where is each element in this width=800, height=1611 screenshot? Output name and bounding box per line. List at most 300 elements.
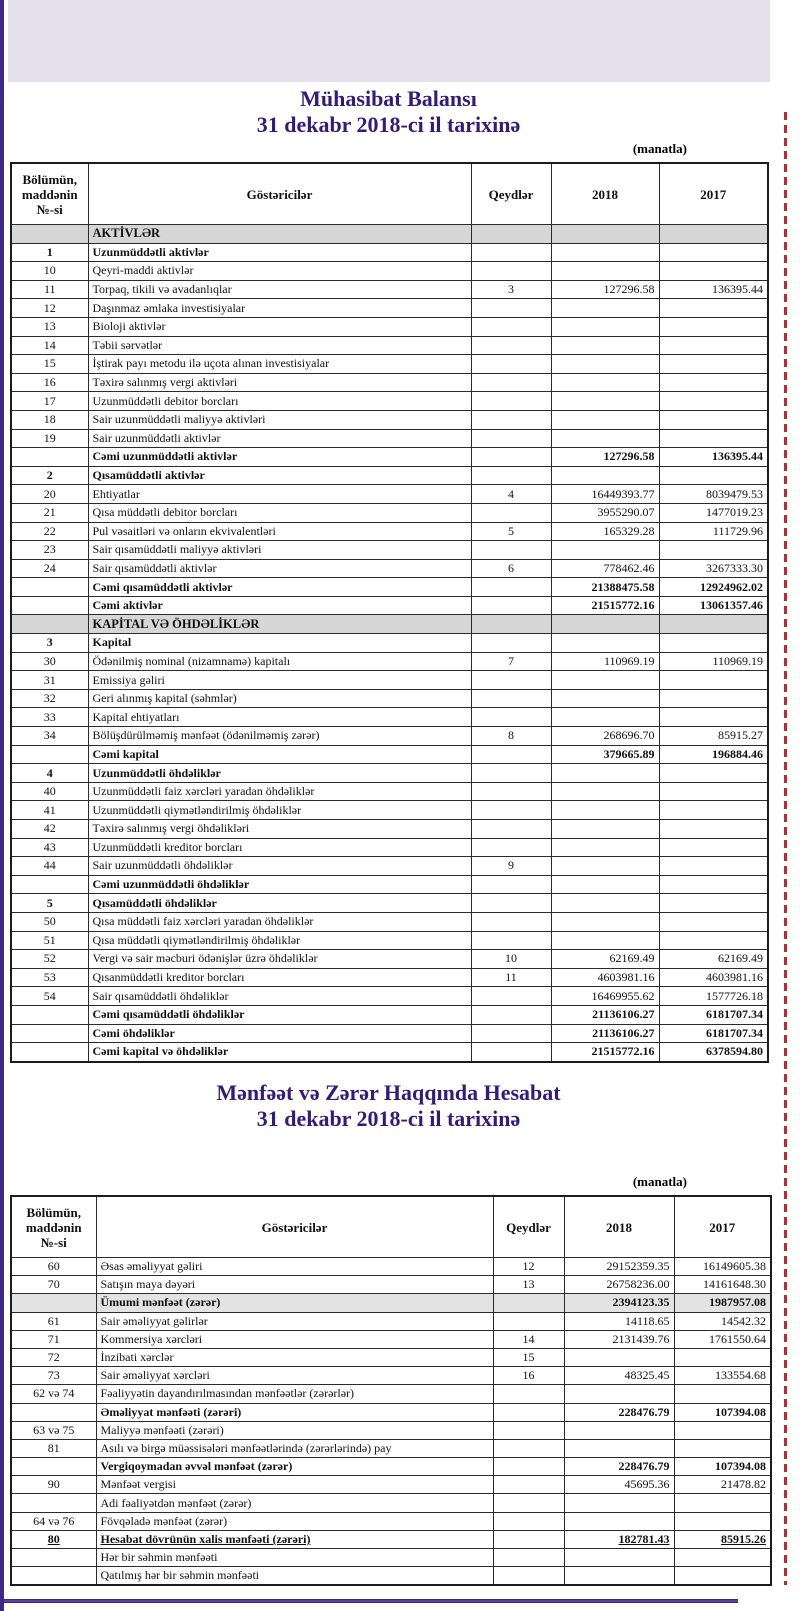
table-row	[11, 820, 768, 839]
row-note	[471, 745, 551, 764]
row-section-no: 52	[11, 950, 88, 969]
row-value-2018: 182781.43	[564, 1530, 674, 1548]
table-row	[11, 1043, 768, 1062]
table-row	[11, 522, 768, 541]
table-row	[11, 615, 768, 634]
row-section-no: 62 və 74	[11, 1385, 96, 1403]
row-value-2017: 6181707.34	[659, 1024, 768, 1043]
row-value-2018: 26758236.00	[564, 1276, 674, 1294]
row-value-2018	[564, 1421, 674, 1439]
table-row	[11, 1312, 771, 1330]
row-value-2017	[659, 373, 768, 392]
column-header-2017: 2017	[659, 163, 768, 225]
table-row	[11, 987, 768, 1006]
row-note	[471, 782, 551, 801]
row-note	[493, 1385, 564, 1403]
row-value-2017	[659, 820, 768, 839]
row-note	[471, 801, 551, 820]
row-value-2017: 110969.19	[659, 652, 768, 671]
row-indicator-label: Adi fəaliyətdən mənfəət (zərər)	[96, 1494, 493, 1512]
row-indicator-label: AKTİVLƏR	[88, 225, 471, 244]
row-note	[471, 225, 551, 244]
row-value-2017	[659, 317, 768, 336]
row-note	[493, 1403, 564, 1421]
table-row	[11, 280, 768, 299]
row-value-2018	[551, 336, 659, 355]
row-value-2017	[659, 689, 768, 708]
row-value-2017: 1477019.23	[659, 503, 768, 522]
row-section-no: 2	[11, 466, 88, 485]
row-value-2017: 12924962.02	[659, 578, 768, 597]
row-value-2018	[551, 931, 659, 950]
row-value-2018	[564, 1439, 674, 1457]
row-section-no	[11, 1043, 88, 1062]
row-value-2018: 21515772.16	[551, 1043, 659, 1062]
row-value-2018	[551, 317, 659, 336]
row-section-no: 16	[11, 373, 88, 392]
row-section-no	[11, 225, 88, 244]
row-value-2018: 3955290.07	[551, 503, 659, 522]
row-note	[471, 317, 551, 336]
row-indicator-label: Kapital	[88, 634, 471, 653]
row-indicator-label: Emissiya gəliri	[88, 671, 471, 690]
row-section-no: 3	[11, 634, 88, 653]
row-value-2017	[659, 466, 768, 485]
row-value-2017: 133554.68	[674, 1367, 771, 1385]
row-value-2018	[551, 838, 659, 857]
row-section-no: 13	[11, 317, 88, 336]
column-header-notes: Qeydlər	[493, 1196, 564, 1258]
row-section-no: 5	[11, 894, 88, 913]
row-note	[471, 1024, 551, 1043]
row-value-2017: 136395.44	[659, 448, 768, 467]
row-note	[471, 671, 551, 690]
row-section-no: 32	[11, 689, 88, 708]
table-row	[11, 299, 768, 318]
table-row	[11, 857, 768, 876]
row-value-2017	[659, 410, 768, 429]
row-section-no	[11, 1024, 88, 1043]
row-value-2018	[551, 410, 659, 429]
balance-sheet-header-row	[11, 163, 768, 225]
row-note	[493, 1312, 564, 1330]
row-indicator-label: Təxirə salınmış vergi öhdəlikləri	[88, 820, 471, 839]
table-row	[11, 1530, 771, 1548]
row-section-no	[11, 1549, 96, 1567]
table-row	[11, 968, 768, 987]
row-section-no	[11, 1005, 88, 1024]
row-section-no: 33	[11, 708, 88, 727]
row-value-2017	[659, 708, 768, 727]
row-indicator-label: Fövqəladə mənfəət (zərər)	[96, 1512, 493, 1530]
row-note: 10	[471, 950, 551, 969]
row-value-2018	[564, 1348, 674, 1366]
row-value-2018: 268696.70	[551, 727, 659, 746]
row-value-2017: 62169.49	[659, 950, 768, 969]
row-indicator-label: Cəmi kapital və öhdəliklər	[88, 1043, 471, 1062]
row-section-no: 14	[11, 336, 88, 355]
row-value-2017	[674, 1549, 771, 1567]
row-note	[471, 373, 551, 392]
row-value-2018	[551, 689, 659, 708]
row-value-2018: 165329.28	[551, 522, 659, 541]
row-indicator-label: Sair qısamüddətli maliyyə aktivləri	[88, 541, 471, 560]
row-value-2017: 16149605.38	[674, 1258, 771, 1276]
row-value-2018	[551, 820, 659, 839]
table-row	[11, 1330, 771, 1348]
table-row	[11, 801, 768, 820]
row-section-no: 12	[11, 299, 88, 318]
row-indicator-label: İştirak payı metodu ilə uçota alınan investisiyalar	[88, 355, 471, 374]
row-section-no	[11, 1567, 96, 1586]
row-value-2018: 16449393.77	[551, 485, 659, 504]
row-value-2018	[551, 671, 659, 690]
row-indicator-label: Uzunmüddətli aktivlər	[88, 243, 471, 262]
row-indicator-label: Hər bir səhmin mənfəəti	[96, 1549, 493, 1567]
row-value-2017	[659, 392, 768, 411]
row-value-2017: 107394.08	[674, 1403, 771, 1421]
row-value-2017	[659, 801, 768, 820]
row-indicator-label: Kapital ehtiyatları	[88, 708, 471, 727]
row-indicator-label: Sair əməliyyat xərcləri	[96, 1367, 493, 1385]
row-value-2018	[551, 782, 659, 801]
table-row	[11, 1439, 771, 1457]
row-value-2018	[551, 764, 659, 783]
table-row	[11, 262, 768, 281]
balance-sheet-body	[11, 225, 768, 1062]
row-section-no: 63 və 75	[11, 1421, 96, 1439]
table-row	[11, 1294, 771, 1312]
row-value-2017: 1761550.64	[674, 1330, 771, 1348]
row-section-no: 61	[11, 1312, 96, 1330]
row-indicator-label: Geri alınmış kapital (səhmlər)	[88, 689, 471, 708]
row-value-2017	[674, 1421, 771, 1439]
table-row	[11, 708, 768, 727]
row-indicator-label: Sair əməliyyat gəlirlər	[96, 1312, 493, 1330]
table-row	[11, 1348, 771, 1366]
income-statement-title	[10, 1080, 767, 1132]
column-header-section-no: Bölümün, maddənin №-si	[11, 163, 88, 225]
row-indicator-label: Vergi və sair məcburi ödənişlər üzrə öhdəliklər	[88, 950, 471, 969]
table-row	[11, 243, 768, 262]
row-section-no: 10	[11, 262, 88, 281]
row-value-2018: 21388475.58	[551, 578, 659, 597]
top-band	[8, 0, 770, 82]
row-value-2018	[551, 857, 659, 876]
table-row	[11, 225, 768, 244]
row-value-2018	[564, 1385, 674, 1403]
row-value-2018: 4603981.16	[551, 968, 659, 987]
row-value-2018	[564, 1549, 674, 1567]
table-row	[11, 652, 768, 671]
row-value-2017	[674, 1348, 771, 1366]
row-value-2018	[551, 708, 659, 727]
balance-sheet-title	[10, 86, 767, 138]
row-section-no: 30	[11, 652, 88, 671]
row-value-2018: 21515772.16	[551, 596, 659, 615]
row-note	[471, 578, 551, 597]
row-section-no	[11, 615, 88, 634]
row-section-no: 34	[11, 727, 88, 746]
row-indicator-label: Uzunmüddətli kreditor borcları	[88, 838, 471, 857]
table-row	[11, 875, 768, 894]
table-row	[11, 1512, 771, 1530]
row-indicator-label: Kommersiya xərcləri	[96, 1330, 493, 1348]
row-section-no: 42	[11, 820, 88, 839]
row-section-no: 81	[11, 1439, 96, 1457]
row-value-2017	[659, 857, 768, 876]
row-value-2017	[659, 541, 768, 560]
row-indicator-label: Cəmi öhdəliklər	[88, 1024, 471, 1043]
table-row	[11, 950, 768, 969]
column-header-2018: 2018	[564, 1196, 674, 1258]
row-note	[493, 1567, 564, 1586]
row-value-2017: 14161648.30	[674, 1276, 771, 1294]
row-note	[471, 931, 551, 950]
row-note	[471, 615, 551, 634]
row-value-2017	[659, 931, 768, 950]
row-value-2018: 127296.58	[551, 280, 659, 299]
row-note	[471, 1005, 551, 1024]
row-value-2018	[551, 429, 659, 448]
row-value-2017	[674, 1494, 771, 1512]
row-indicator-label: Əməliyyat mənfəəti (zərəri)	[96, 1403, 493, 1421]
row-note	[471, 838, 551, 857]
row-value-2017: 1577726.18	[659, 987, 768, 1006]
column-header-notes: Qeydlər	[471, 163, 551, 225]
table-row	[11, 1549, 771, 1567]
row-value-2017: 8039479.53	[659, 485, 768, 504]
row-indicator-label: Qeyri-maddi aktivlər	[88, 262, 471, 281]
row-value-2017	[659, 838, 768, 857]
row-section-no	[11, 1494, 96, 1512]
column-header-2017: 2017	[674, 1196, 771, 1258]
row-value-2018: 21136106.27	[551, 1005, 659, 1024]
income-statement-title-line1: Mənfəət və Zərər Haqqında Hesabat	[216, 1080, 561, 1105]
row-value-2018: 29152359.35	[564, 1258, 674, 1276]
row-value-2017: 111729.96	[659, 522, 768, 541]
row-value-2018	[551, 392, 659, 411]
row-value-2018	[551, 299, 659, 318]
income-statement-body	[11, 1258, 771, 1586]
row-section-no: 41	[11, 801, 88, 820]
table-row	[11, 503, 768, 522]
table-row	[11, 838, 768, 857]
row-value-2017: 21478.82	[674, 1476, 771, 1494]
row-section-no: 70	[11, 1276, 96, 1294]
row-value-2017	[659, 782, 768, 801]
balance-sheet-table	[10, 162, 769, 1063]
balance-sheet-unit-label: (manatla)	[632, 141, 687, 156]
table-row	[11, 336, 768, 355]
table-row	[11, 1385, 771, 1403]
row-section-no	[11, 596, 88, 615]
row-value-2018	[551, 243, 659, 262]
table-row	[11, 1024, 768, 1043]
column-header-indicators: Göstəricilər	[88, 163, 471, 225]
row-value-2017	[659, 894, 768, 913]
row-section-no: 17	[11, 392, 88, 411]
row-note: 8	[471, 727, 551, 746]
table-row	[11, 578, 768, 597]
income-statement-table	[10, 1195, 772, 1586]
row-indicator-label: KAPİTAL VƏ ÖHDƏLİKLƏR	[88, 615, 471, 634]
row-section-no: 72	[11, 1348, 96, 1366]
table-row	[11, 485, 768, 504]
row-value-2017: 6378594.80	[659, 1043, 768, 1062]
row-value-2017	[659, 615, 768, 634]
row-value-2018	[551, 355, 659, 374]
row-note	[471, 634, 551, 653]
row-note	[471, 243, 551, 262]
row-note	[471, 262, 551, 281]
bottom-purple-rule	[4, 1599, 738, 1603]
row-value-2018: 778462.46	[551, 559, 659, 578]
table-row	[11, 317, 768, 336]
row-value-2017	[659, 262, 768, 281]
row-section-no: 4	[11, 764, 88, 783]
row-note	[471, 596, 551, 615]
row-section-no: 43	[11, 838, 88, 857]
table-row	[11, 745, 768, 764]
row-note: 9	[471, 857, 551, 876]
row-section-no: 22	[11, 522, 88, 541]
row-section-no	[11, 578, 88, 597]
row-section-no: 19	[11, 429, 88, 448]
table-row	[11, 1567, 771, 1586]
row-indicator-label: Ümumi mənfəət (zərər)	[96, 1294, 493, 1312]
row-indicator-label: Təbii sərvətlər	[88, 336, 471, 355]
row-indicator-label: Uzunmüddətli debitor borcları	[88, 392, 471, 411]
row-section-no: 24	[11, 559, 88, 578]
row-note: 16	[493, 1367, 564, 1385]
table-row	[11, 782, 768, 801]
row-value-2017: 85915.26	[674, 1530, 771, 1548]
row-section-no: 54	[11, 987, 88, 1006]
row-value-2018: 16469955.62	[551, 987, 659, 1006]
row-note: 4	[471, 485, 551, 504]
row-note	[471, 689, 551, 708]
table-row	[11, 1403, 771, 1421]
row-section-no: 40	[11, 782, 88, 801]
table-row	[11, 727, 768, 746]
row-indicator-label: Uzunmüddətli faiz xərcləri yaradan öhdəliklər	[88, 782, 471, 801]
row-section-no: 23	[11, 541, 88, 560]
row-note: 11	[471, 968, 551, 987]
row-value-2018	[551, 634, 659, 653]
row-note: 12	[493, 1258, 564, 1276]
row-value-2018	[551, 541, 659, 560]
table-row	[11, 1476, 771, 1494]
row-value-2017	[659, 634, 768, 653]
row-note	[471, 875, 551, 894]
row-indicator-label: Uzunmüddətli öhdəliklər	[88, 764, 471, 783]
row-value-2017: 13061357.46	[659, 596, 768, 615]
row-note	[471, 987, 551, 1006]
row-indicator-label: Cəmi uzunmüddətli öhdəliklər	[88, 875, 471, 894]
row-value-2018: 62169.49	[551, 950, 659, 969]
table-row	[11, 1494, 771, 1512]
row-indicator-label: Qısa müddətli debitor borcları	[88, 503, 471, 522]
row-value-2017: 3267333.30	[659, 559, 768, 578]
row-section-no: 1	[11, 243, 88, 262]
row-section-no	[11, 745, 88, 764]
row-note	[471, 392, 551, 411]
row-indicator-label: Mənfəət vergisi	[96, 1476, 493, 1494]
table-row	[11, 596, 768, 615]
row-indicator-label: Sair uzunmüddətli aktivlər	[88, 429, 471, 448]
row-indicator-label: Cəmi qısamüddətli aktivlər	[88, 578, 471, 597]
row-value-2017	[659, 429, 768, 448]
row-value-2018	[551, 262, 659, 281]
row-value-2018: 228476.79	[564, 1458, 674, 1476]
row-indicator-label: Cəmi qısamüddətli öhdəliklər	[88, 1005, 471, 1024]
row-note	[471, 820, 551, 839]
income-statement-unit-label: (manatla)	[632, 1174, 687, 1189]
row-value-2017: 6181707.34	[659, 1005, 768, 1024]
row-section-no: 60	[11, 1258, 96, 1276]
table-row	[11, 448, 768, 467]
row-note	[471, 894, 551, 913]
row-indicator-label: Ehtiyatlar	[88, 485, 471, 504]
row-value-2018: 127296.58	[551, 448, 659, 467]
table-row	[11, 1367, 771, 1385]
row-note	[471, 708, 551, 727]
row-indicator-label: Qısa müddətli faiz xərcləri yaradan öhdəliklər	[88, 912, 471, 931]
row-value-2018: 48325.45	[564, 1367, 674, 1385]
row-value-2017	[674, 1567, 771, 1586]
row-note	[471, 336, 551, 355]
row-value-2018	[551, 912, 659, 931]
row-note	[493, 1294, 564, 1312]
row-section-no	[11, 1458, 96, 1476]
row-indicator-label: Təxirə salınmış vergi aktivləri	[88, 373, 471, 392]
row-note	[493, 1421, 564, 1439]
row-section-no: 31	[11, 671, 88, 690]
row-section-no: 11	[11, 280, 88, 299]
row-note	[471, 503, 551, 522]
row-value-2017: 14542.32	[674, 1312, 771, 1330]
table-row	[11, 1258, 771, 1276]
row-section-no	[11, 1403, 96, 1421]
income-statement-header-row	[11, 1196, 771, 1258]
table-row	[11, 392, 768, 411]
row-value-2018	[551, 894, 659, 913]
row-value-2017: 196884.46	[659, 745, 768, 764]
row-note: 7	[471, 652, 551, 671]
row-note	[471, 764, 551, 783]
row-section-no: 15	[11, 355, 88, 374]
table-row	[11, 373, 768, 392]
row-indicator-label: Pul vəsaitləri və onların ekvivalentləri	[88, 522, 471, 541]
table-row	[11, 671, 768, 690]
row-value-2017	[659, 671, 768, 690]
row-indicator-label: Qısamüddətli aktivlər	[88, 466, 471, 485]
row-indicator-label: Hesabat dövrünün xalis mənfəəti (zərəri)	[96, 1530, 493, 1548]
row-value-2017	[674, 1439, 771, 1457]
table-row	[11, 1458, 771, 1476]
row-indicator-label: Cəmi aktivlər	[88, 596, 471, 615]
table-row	[11, 541, 768, 560]
row-value-2018	[551, 466, 659, 485]
row-indicator-label: Əsas əməliyyat gəliri	[96, 1258, 493, 1276]
row-section-no: 53	[11, 968, 88, 987]
table-row	[11, 1421, 771, 1439]
row-section-no: 50	[11, 912, 88, 931]
row-value-2017	[659, 875, 768, 894]
table-row	[11, 931, 768, 950]
row-indicator-label: Maliyyə mənfəəti (zərəri)	[96, 1421, 493, 1439]
